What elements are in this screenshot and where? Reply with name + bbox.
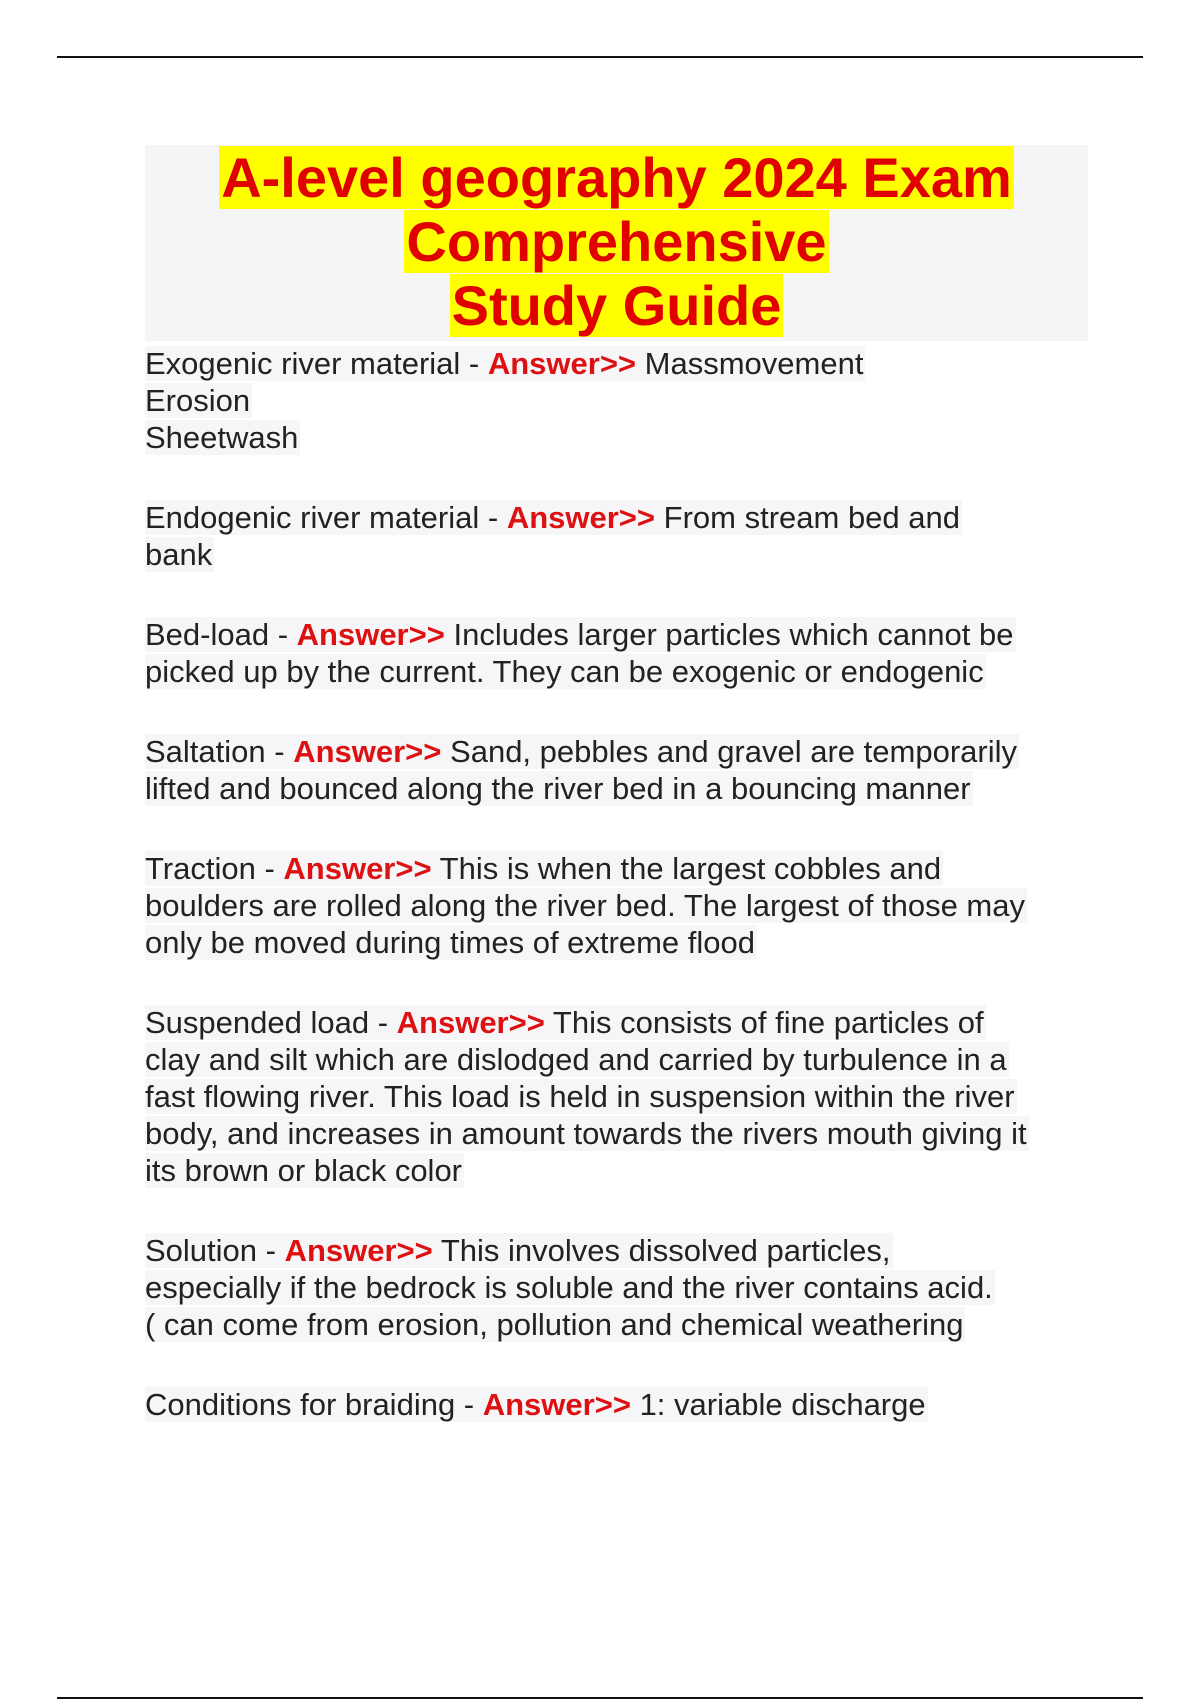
qa-answer-line: Erosion bbox=[145, 383, 251, 418]
qa-answer-line: 1: variable discharge bbox=[639, 1387, 926, 1422]
answer-marker: Answer>> bbox=[296, 617, 445, 652]
qa-term: Endogenic river material - bbox=[145, 500, 507, 535]
qa-entry-saltation bbox=[145, 733, 1095, 807]
answer-marker: Answer>> bbox=[487, 346, 637, 381]
qa-answer-line: ( can come from erosion, pollution and chemical weathering bbox=[145, 1307, 964, 1342]
qa-answer-line: This consists of fine particles of bbox=[552, 1005, 984, 1040]
qa-answer-line: body, and increases in amount towards the rivers mouth giving it bbox=[145, 1116, 1027, 1151]
qa-answer-line: especially if the bedrock is soluble and the river contains acid. bbox=[145, 1270, 993, 1305]
qa-answer-line: This involves dissolved particles, bbox=[440, 1233, 891, 1268]
qa-entry-exogenic bbox=[145, 345, 1095, 456]
qa-entry-solution bbox=[145, 1232, 1095, 1343]
qa-answer-line: From stream bed and bbox=[663, 500, 961, 535]
qa-answer-line: This is when the largest cobbles and bbox=[439, 851, 942, 886]
qa-answer-line: Includes larger particles which cannot be bbox=[453, 617, 1014, 652]
top-rule bbox=[57, 56, 1143, 58]
bottom-rule bbox=[57, 1697, 1143, 1699]
qa-answer-line: its brown or black color bbox=[145, 1153, 463, 1188]
qa-entry-traction bbox=[145, 850, 1095, 961]
answer-marker: Answer>> bbox=[396, 1005, 545, 1040]
qa-answer-line: bank bbox=[145, 537, 213, 572]
qa-term: Conditions for braiding - bbox=[145, 1387, 483, 1422]
qa-answer-line: clay and silt which are dislodged and carried by turbulence in a bbox=[145, 1042, 1007, 1077]
answer-marker: Answer>> bbox=[506, 500, 656, 535]
answer-marker: Answer>> bbox=[283, 851, 432, 886]
qa-answer-line: lifted and bounced along the river bed in a bouncing manner bbox=[145, 771, 971, 806]
qa-term: Solution - bbox=[145, 1233, 285, 1268]
answer-marker: Answer>> bbox=[284, 1233, 433, 1268]
qa-entry-braiding bbox=[145, 1386, 1095, 1423]
qa-answer-line: Sheetwash bbox=[145, 420, 299, 455]
title-line-1: A-level geography 2024 Exam bbox=[221, 146, 1012, 209]
title-line-2: Comprehensive bbox=[406, 210, 827, 273]
qa-term: Bed-load - bbox=[145, 617, 297, 652]
qa-term: Exogenic river material - bbox=[145, 346, 488, 381]
qa-term: Suspended load - bbox=[145, 1005, 397, 1040]
answer-marker: Answer>> bbox=[482, 1387, 631, 1422]
qa-answer-line: fast flowing river. This load is held in suspension within the river bbox=[145, 1079, 1015, 1114]
qa-list bbox=[145, 345, 1095, 1466]
document-title bbox=[145, 145, 1088, 341]
qa-answer-line: boulders are rolled along the river bed. The largest of those may bbox=[145, 888, 1025, 923]
qa-answer-line: Sand, pebbles and gravel are temporarily bbox=[450, 734, 1017, 769]
answer-marker: Answer>> bbox=[293, 734, 442, 769]
qa-entry-endogenic bbox=[145, 499, 1095, 573]
qa-answer-line: picked up by the current. They can be exogenic or endogenic bbox=[145, 654, 984, 689]
qa-answer-line: only be moved during times of extreme flood bbox=[145, 925, 755, 960]
title-line-3: Study Guide bbox=[451, 274, 782, 337]
qa-entry-suspended-load bbox=[145, 1004, 1095, 1189]
qa-answer-line: Massmovement bbox=[644, 346, 864, 381]
qa-entry-bed-load bbox=[145, 616, 1095, 690]
qa-term: Saltation - bbox=[145, 734, 294, 769]
qa-term: Traction - bbox=[145, 851, 284, 886]
